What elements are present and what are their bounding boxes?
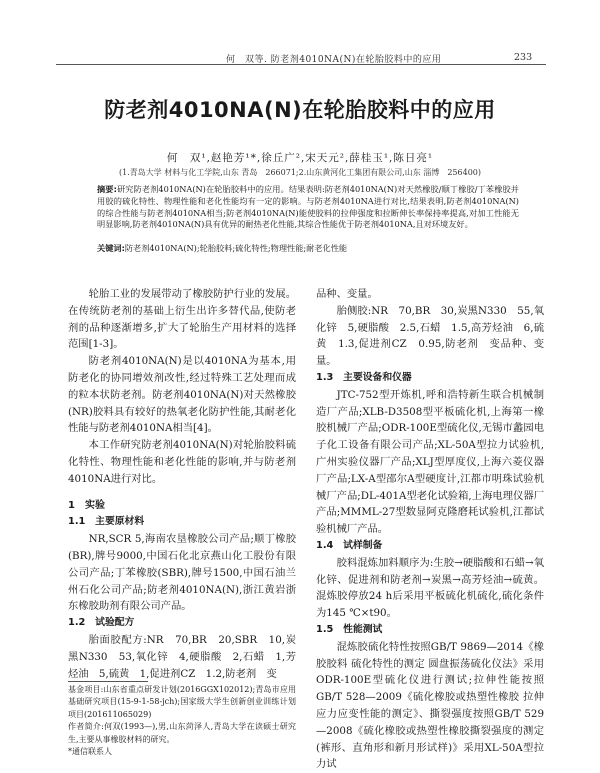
- affiliations: (1.青岛大学 材料与化工学院,山东 青岛 266071;2.山东黄河化工集团有限公司,山东 淄博 256400): [119, 168, 481, 177]
- footnote-author-bio: 作者简介:何双(1993—),男,山东菏泽人,青岛大学在读硕士研究生,主要从事橡胶材料的研究。: [68, 722, 296, 744]
- keywords: [97, 243, 519, 255]
- equipment-paragraph: JTC-752型开炼机,呼和浩特新生联合机械制造厂产品;XLB-D3508型平板硫化机,上海第一橡胶机械厂产品;ODR-100E型硫化仪,无锡市蠡园电子化工设备有限公司产品;XL-50A型拉力试验机,广州实验仪器厂产品;XLJ型厚度仪,上海六菱仪器厂产品;LX-A型邵尔A型硬度计,江都市明珠试验机械厂产品;DL-401A型老化试验箱,上海电理仪器厂产品;MMML-27型数显阿克隆磨耗试验机,江都试验机械厂产品。: [316, 388, 544, 536]
- testing-paragraph: 混炼胶硫化特性按照GB/T 9869—2014《橡胶胶料 硫化特性的测定 圆盘振荡硫化仪法》采用ODR-100E型硫化仪进行测试;拉伸性能按照GB/T 528—2009《硫化橡胶或热塑性橡胶 拉伸应力应变性能的测定》、撕裂强度按照GB/T 529—2008《硫化橡胶或热塑性橡胶撕裂强度的测定(裤形、直角形和新月形试样)》采用XL-50A型拉力试: [316, 640, 544, 771]
- materials-paragraph: NR,SCR 5,海南农垦橡胶公司产品;顺丁橡胶(BR),牌号9000,中国石化北京燕山化工股份有限公司产品;丁苯橡胶(SBR),牌号1500,中国石油兰州石化公司产品;防老剂4010NA(N),浙江黄岩浙东橡胶助剂有限公司产品。: [68, 533, 296, 613]
- footnote-rule: [68, 681, 148, 682]
- abstract: [97, 184, 519, 231]
- section-heading-experiment: 1 实验: [68, 499, 105, 511]
- abstract-text: 研究防老剂4010NA(N)在轮胎胶料中的应用。结果表明:防老剂4010NA(N)对天然橡胶/顺丁橡胶/丁苯橡胶并用胶的硫化特性、物理性能和老化性能均有一定的影响。与防老剂4010NA进行对比,结果表明,防老剂4010NA(N)的综合性能与防老剂4010NA相当;防老剂4010NA(N)能使胶料的拉伸强度和拉断伸长率保持率提高,对加工性能无明显影响,防老剂4010NA(N)具有优异的耐热老化性能,其综合性能优于防老剂4010NA,且对环境友好。: [97, 184, 519, 230]
- footnote-corresponding: *通信联系人: [68, 747, 112, 757]
- formula-continuation: 品种、变量。: [316, 288, 378, 300]
- subsection-sample-prep: 1.4 试样制备: [316, 539, 383, 551]
- keywords-text: 防老剂4010NA(N);轮胎胶料;硫化特性;物理性能;耐老化性能: [124, 243, 348, 253]
- subsection-equipment: 1.3 主要设备和仪器: [316, 371, 412, 383]
- footnote: [68, 684, 296, 758]
- formula-paragraph: 胎面胶配方:NR 70,BR 20,SBR 10,炭黑N330 53,氧化锌 4,硬脂酸 2,石蜡 1,芳烃油 5,硫黄 1,促进剂CZ 1.2,防老剂 变: [68, 633, 296, 680]
- footnote-fund: 基金项目:山东省重点研发计划(2016GGX102012);青岛市应用基础研究项目(15-9-1-58-jch);国家级大学生创新创业训练计划项目(201611065029): [68, 685, 296, 719]
- subsection-testing: 1.5 性能测试: [316, 623, 383, 635]
- intro-paragraph-1: 轮胎工业的发展带动了橡胶防护行业的发展。在传统防老剂的基础上衍生出许多替代品,使防老剂的品种逐渐增多,扩大了轮胎生产用材料的选择范围[1-3]。: [68, 288, 296, 351]
- intro-paragraph-2: 防老剂4010NA(N)是以4010NA为基本,用防老化的协同增效剂改性,经过特殊工艺处理而成的粒本状防老剂。防老剂4010NA(N)对天然橡胶(NR)胶料具有较好的热氧老化防护性能,其耐老化性能与防老剂4010NA相当[4]。: [68, 355, 296, 435]
- subsection-formula: 1.2 试验配方: [68, 617, 135, 629]
- formula-sidewall: 胎侧胶:NR 70,BR 30,炭黑N330 55,氧化锌 5,硬脂酸 2.5,石蜡 1.5,高芳烃油 6,硫黄 1.3,促进剂CZ 0.95,防老剂 变品种、变量。: [316, 304, 544, 368]
- header-rule: [56, 64, 546, 65]
- intro-paragraph-3: 本工作研究防老剂4010NA(N)对轮胎胶料硫化特性、物理性能和老化性能的影响,并与防老剂4010NA进行对比。: [68, 439, 296, 485]
- page-number: 233: [514, 52, 533, 63]
- subsection-materials: 1.1 主要原材料: [68, 516, 145, 528]
- left-column: [68, 286, 296, 682]
- abstract-label: 摘要:: [97, 184, 117, 194]
- right-column: [316, 286, 544, 773]
- running-header: 何 双等. 防老剂4010NA(N)在轮胎胶料中的应用: [226, 55, 442, 65]
- sample-prep-paragraph: 胶料混炼加料顺序为:生胶→硬脂酸和石蜡→氧化锌、促进剂和防老剂→炭黑→高芳烃油→硫黄。混炼胶停放24 h后采用平板硫化机硫化,硫化条件为145 ℃×t90。: [316, 556, 544, 620]
- keywords-label: 关键词:: [97, 243, 125, 253]
- author-list: 何 双¹,赵艳芳¹*,徐丘广²,宋天元²,薛桂玉¹,陈日亮¹: [166, 152, 434, 164]
- paper-title: 防老剂4010NA(N)在轮胎胶料中的应用: [104, 98, 496, 122]
